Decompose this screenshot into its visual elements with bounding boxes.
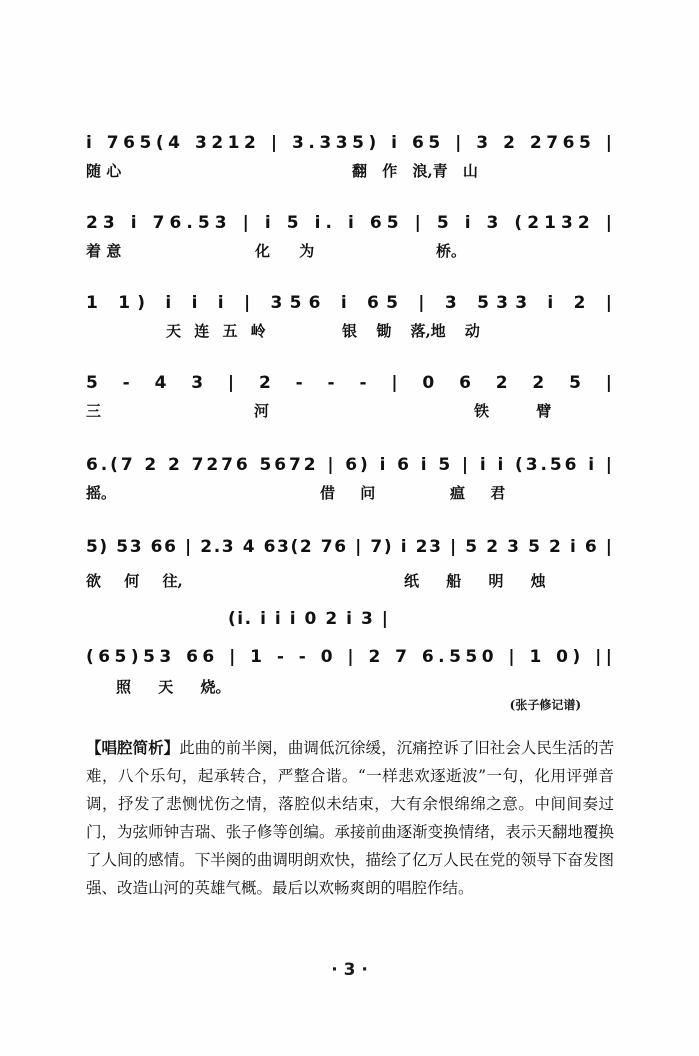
notation-line-7: (65)53 66 | 1 - - 0 | 2 7 6.550 | 1 0) || [86, 647, 613, 667]
lyric-line-4b: 河 [254, 402, 270, 420]
notation-line-1: i 765(4 3212 | 3.335) i 65 | 3 2 2765 | [86, 133, 613, 153]
notation-line-5: 6.(7 2 2 7276 5672 | 6) i 6 i 5 | i i (3.56 i | [86, 455, 612, 475]
lyric-line-1b: 翻 作 浪,青 山 [352, 162, 478, 180]
transcription-credit: (张子修记谱) [509, 698, 581, 712]
analysis-text: 此曲的前半阕，曲调低沉徐缓，沉痛控诉了旧社会人民生活的苦难，八个乐句，起承转合，严整合谐。“一样悲欢逐逝波”一句，化用评弹音调，抒发了悲恻忧伤之情，落腔似未结束，大有余恨绵绵之意。中间间奏过门，为弦师钟吉瑞、张子修等创编。承接前曲逐渐变换情绪，表示天翻地覆换了人间的感情。下半阕的曲调明朗欢快，描绘了亿万人民在党的领导下奋发图强、改造山河的英雄气概。最后以欢畅爽朗的唱腔作结。 [86, 739, 614, 897]
notation-line-4: 5 - 4 3 | 2 - - - | 0 6 2 2 5 | [86, 373, 612, 393]
analysis-tag: 【唱腔简析】 [86, 738, 180, 757]
lyric-line-2a: 着 意 [86, 242, 122, 260]
lyric-line-5c: 瘟 君 [450, 484, 506, 502]
lyric-line-6a: 欲 何 往, [86, 572, 183, 590]
lyric-line-3b: 银 锄 落,地 动 [342, 322, 480, 340]
notation-line-6: 5) 53 66 | 2.3 4 63(2 76 | 7) i 23 | 5 2 3 5 2 i 6 | [86, 537, 612, 557]
page-number: · 3 · [331, 960, 368, 980]
notation-line-3: 1 1) i i i | 356 i 65 | 3 533 i 2 | [86, 293, 613, 313]
lyric-line-1a: 随 心 [86, 162, 122, 180]
lyric-line-5b: 借 问 [320, 484, 376, 502]
lyric-line-5a: 摇。 [86, 484, 117, 502]
lyric-line-3a: 天 连 五 岭 [166, 322, 266, 340]
aria-analysis [86, 734, 614, 902]
lyric-line-6b: 纸 船 明 烛 [404, 572, 546, 590]
lyric-line-2b: 化 为 [255, 242, 315, 260]
lyric-line-4a: 三 [86, 402, 102, 420]
lyric-line-2c: 桥。 [436, 242, 467, 260]
lyric-line-7a: 照 天 烧。 [116, 678, 231, 696]
notation-line-2: 23 i 76.53 | i 5 i. i 65 | 5 i 3 (2132 | [86, 213, 613, 233]
notation-line-7-alt: (i. i i i 0 2 i 3 | [228, 609, 388, 629]
lyric-line-4c: 铁 臂 [474, 402, 552, 420]
